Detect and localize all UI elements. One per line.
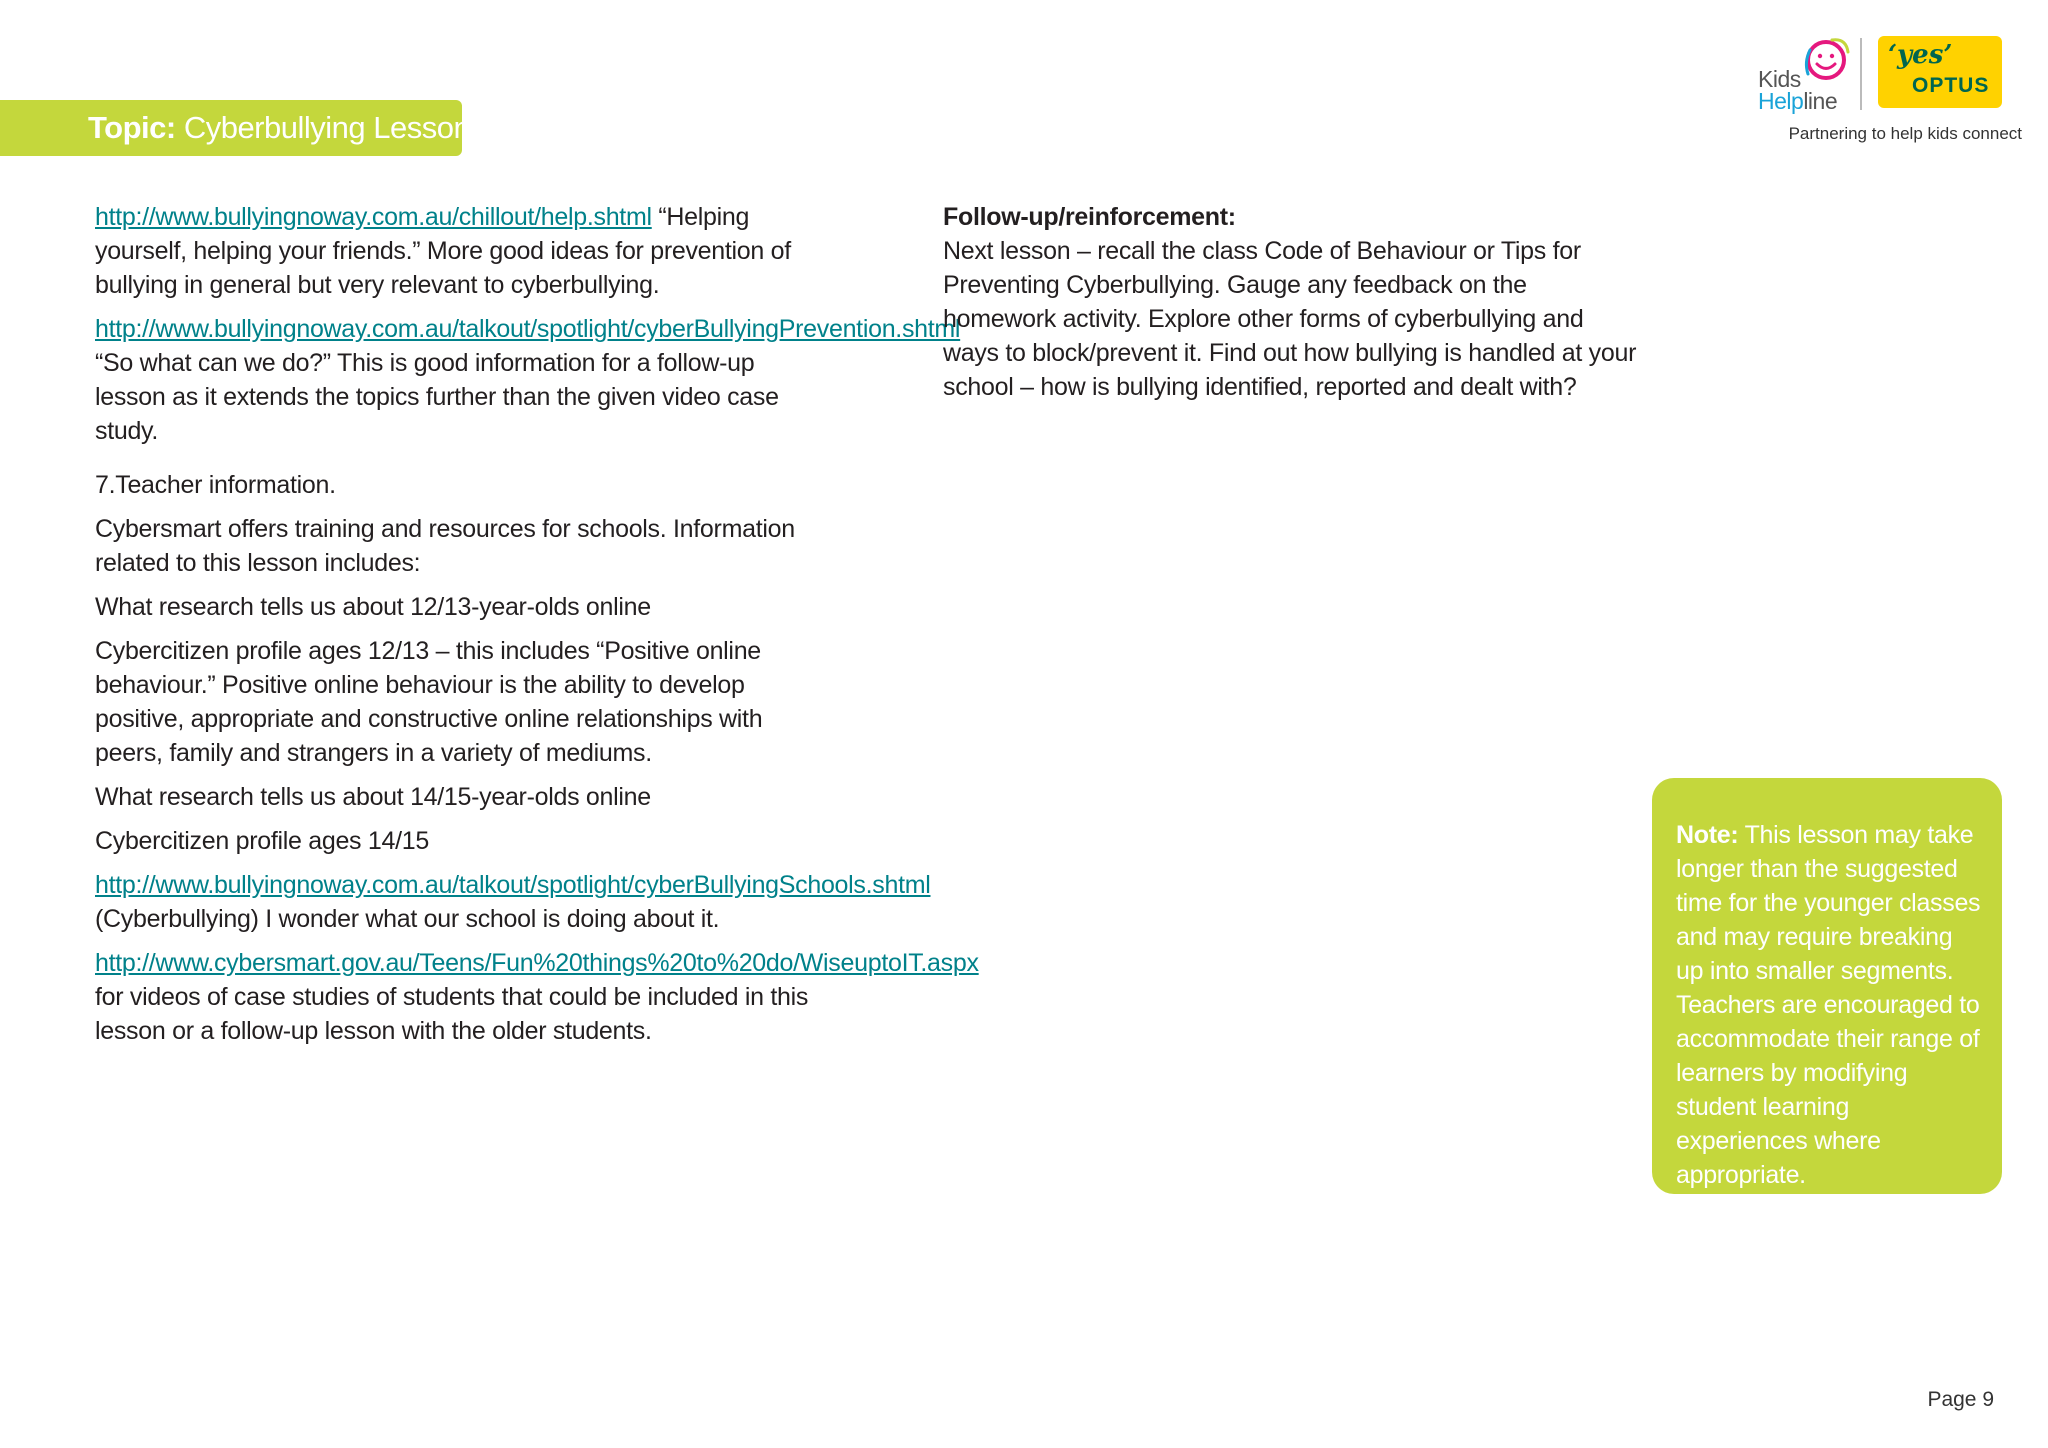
resource-paragraph: http://www.bullyingnoway.com.au/talkout/spotlight/cyberBullyingSchools.shtml (Cyberbullying) I wonder what our school is doing about it. <box>95 871 931 933</box>
paragraph: What research tells us about 14/15-year-olds online <box>95 783 651 811</box>
left-column <box>95 200 979 1058</box>
kids-helpline-logo <box>1754 34 1854 118</box>
optus-yes-text: ‘yes’ <box>1888 40 1953 70</box>
cyberbullying-prevention-link[interactable]: http://www.bullyingnoway.com.au/talkout/spotlight/cyberBullyingPrevention.shtml <box>95 315 961 343</box>
resource-paragraph: http://www.bullyingnoway.com.au/talkout/spotlight/cyberBullyingPrevention.shtml “So what can we do?” This is good information for a follow-up lesson as it extends the topics further than the given video case study. <box>95 315 961 445</box>
helpline-word: Helpline <box>1758 88 1838 114</box>
partner-tagline: Partnering to help kids connect <box>1788 124 2022 143</box>
topic-title: Cyberbullying Lesson 1 <box>183 110 496 145</box>
paragraph: Cybercitizen profile ages 12/13 – this includes “Positive online behaviour.” Positive online behaviour is the ability to develop positive, appropriate and constructive online relationships with peers, family and strangers in a variety of mediums. <box>95 637 763 767</box>
logo-divider <box>1860 38 1862 110</box>
kids-word: Kids <box>1758 66 1801 92</box>
smiley-icon <box>1802 34 1854 86</box>
right-column <box>943 200 1643 404</box>
optus-name: OPTUS <box>1912 74 1990 97</box>
optus-logo <box>1878 36 2002 108</box>
page-number: Page 9 <box>1927 1388 1994 1411</box>
followup-heading: Follow-up/reinforcement: <box>943 203 1236 231</box>
topic-banner <box>0 100 496 156</box>
paragraph: Cybercitizen profile ages 14/15 <box>95 827 429 855</box>
resource-paragraph: http://www.cybersmart.gov.au/Teens/Fun%20things%20to%20do/WiseuptoIT.aspx for videos of case studies of students that could be included in this lesson or a follow-up lesson with the older students. <box>95 949 979 1045</box>
teacher-info-heading: 7.Teacher information. <box>95 471 336 499</box>
bullying-help-link[interactable]: http://www.bullyingnoway.com.au/chillout/help.shtml <box>95 203 652 231</box>
followup-body: Next lesson – recall the class Code of Behaviour or Tips for Preventing Cyberbullying. Gauge any feedback on the homework activity. Explore other forms of cyberbullying and ways to block/prevent it. Find out how bullying is handled at your school – how is bullying identified, reported and dealt with? <box>943 237 1637 401</box>
paragraph: What research tells us about 12/13-year-olds online <box>95 593 651 621</box>
note-box <box>1652 778 2002 1194</box>
paragraph: Cybersmart offers training and resources for schools. Information related to this lesson includes: <box>95 515 795 577</box>
cyberbullying-schools-link[interactable]: http://www.bullyingnoway.com.au/talkout/spotlight/cyberBullyingSchools.shtml <box>95 871 931 899</box>
topic-label: Topic: <box>88 110 176 145</box>
resource-paragraph: http://www.bullyingnoway.com.au/chillout/help.shtml “Helping yourself, helping your friends.” More good ideas for prevention of bullying in general but very relevant to cyberbullying. <box>95 203 791 299</box>
note-label: Note: <box>1676 821 1739 849</box>
wiseup-link[interactable]: http://www.cybersmart.gov.au/Teens/Fun%20things%20to%20do/WiseuptoIT.aspx <box>95 949 979 977</box>
note-text: This lesson may take longer than the suggested time for the younger classes and may require breaking up into smaller segments. Teachers are encouraged to accommodate their range of learners by modifying student learning experiences where appropriate. <box>1676 821 1981 1189</box>
